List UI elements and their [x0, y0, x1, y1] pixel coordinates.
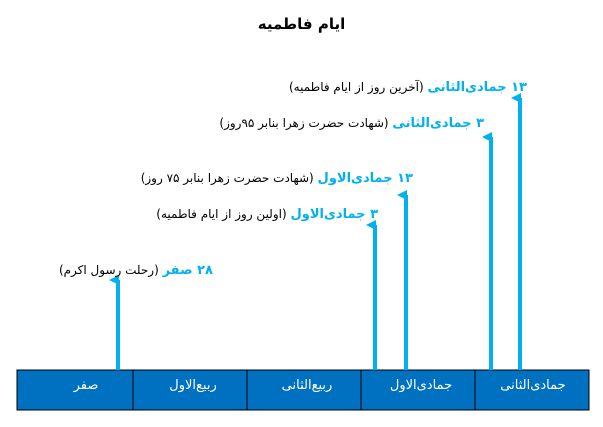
event-desc: (شهادت حضرت زهرا بنابر ۹۵روز) — [219, 116, 389, 130]
event-date: ۱۳ جمادی‌الاول — [317, 171, 413, 186]
event-desc: (آخرین روز از ایام فاطمیه) — [288, 80, 424, 94]
month-label-rabi-al-thani: ربیع‌الثانی — [281, 378, 333, 393]
month-bar — [17, 370, 589, 410]
event-date: ۳ جمادی‌الاول — [290, 207, 378, 222]
event-label-3-jumada-al-thani — [219, 116, 484, 131]
event-label-13-jumada-al-awwal — [141, 171, 413, 186]
event-annotations — [59, 79, 527, 278]
event-label-3-jumada-al-awwal — [156, 207, 378, 222]
event-desc: (رحلت رسول اکرم) — [58, 263, 159, 277]
month-label-rabi-al-awwal: ربیع‌الاول — [169, 378, 217, 393]
event-arrows — [118, 98, 520, 370]
month-label-jumada-al-thani: جمادی‌الثانی — [500, 378, 566, 393]
event-desc: (اولین روز از ایام فاطمیه) — [156, 207, 287, 221]
event-date: ۲۸ صفر — [162, 263, 213, 278]
event-desc: (شهادت حضرت زهرا بنابر ۷۵ روز) — [140, 171, 314, 185]
event-label-13-jumada-al-thani — [289, 79, 527, 95]
month-label-jumada-al-awwal: جمادی‌الاول — [389, 378, 453, 393]
event-label-28-safar — [59, 263, 213, 278]
month-label-safar: صفر — [73, 378, 99, 393]
event-date: ۱۳ جمادی‌الثانی — [427, 80, 527, 95]
diagram-title: ایام فاطمیه — [257, 15, 346, 33]
event-date: ۳ جمادی‌الثانی — [392, 116, 484, 131]
